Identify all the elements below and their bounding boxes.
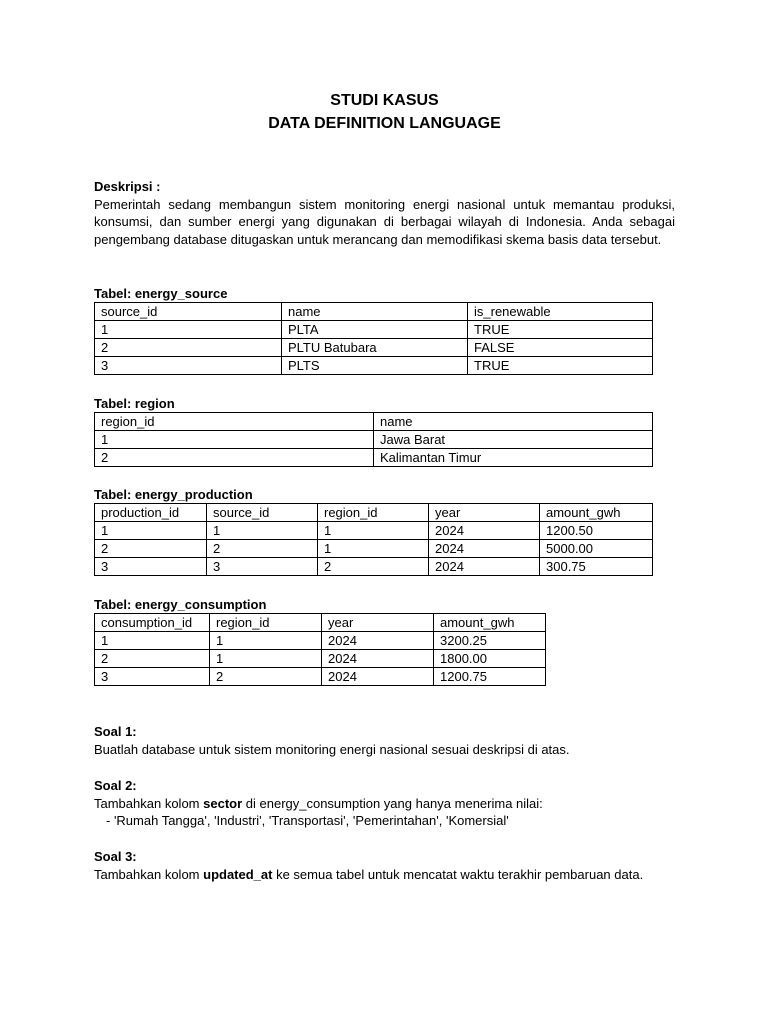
table-cell: 2: [95, 339, 282, 357]
description-text: Pemerintah sedang membangun sistem monitoring energi nasional untuk memantau produksi, konsumsi, dan sumber energi yang digunakan di berbagai wilayah di Indonesia. Anda sebagai pengembang database ditugaskan untuk merancang dan memodifikasi skema basis data tersebut.: [94, 196, 675, 247]
table-row: [95, 431, 653, 449]
table-cell: 5000.00: [540, 540, 653, 558]
table-cell: 2: [95, 449, 374, 467]
table-row: [95, 558, 653, 576]
soal-2-section: [94, 777, 675, 830]
soal-1-section: [94, 723, 675, 758]
table-header-row: [95, 303, 653, 321]
soal-3-section: [94, 848, 675, 883]
soal-2-values: - 'Rumah Tangga', 'Industri', 'Transportasi', 'Pemerintahan', 'Komersial': [106, 813, 509, 828]
table-cell: 2024: [322, 632, 434, 650]
table-caption-energy-production: Tabel: energy_production: [94, 487, 253, 502]
table-header-cell: year: [322, 614, 434, 632]
table-header-cell: name: [282, 303, 468, 321]
table-header-row: [95, 413, 653, 431]
table-row: [95, 357, 653, 375]
table-caption-region: Tabel: region: [94, 396, 175, 411]
table-cell: 1200.75: [434, 668, 546, 686]
description-section: [94, 178, 675, 248]
table-header-cell: consumption_id: [95, 614, 210, 632]
table-header-cell: source_id: [207, 504, 318, 522]
table-cell: 1200.50: [540, 522, 653, 540]
soal-1-label: Soal 1:: [94, 724, 137, 739]
table-cell: 3200.25: [434, 632, 546, 650]
table-cell: PLTA: [282, 321, 468, 339]
table-header-cell: amount_gwh: [540, 504, 653, 522]
table-cell: 2024: [322, 650, 434, 668]
table-cell: 2: [318, 558, 429, 576]
table-cell: 3: [95, 357, 282, 375]
table-cell: PLTU Batubara: [282, 339, 468, 357]
table-cell: 1: [95, 632, 210, 650]
table-cell: 2: [207, 540, 318, 558]
table-cell: Jawa Barat: [374, 431, 653, 449]
table-header-cell: source_id: [95, 303, 282, 321]
table-energy-source: [94, 302, 653, 375]
table-cell: 2: [95, 650, 210, 668]
table-header-row: [95, 614, 546, 632]
table-cell: 3: [207, 558, 318, 576]
table-header-cell: name: [374, 413, 653, 431]
table-cell: 1: [210, 632, 322, 650]
table-header-cell: region_id: [95, 413, 374, 431]
description-label: Deskripsi :: [94, 179, 161, 194]
table-header-cell: amount_gwh: [434, 614, 546, 632]
table-cell: 1800.00: [434, 650, 546, 668]
table-row: [95, 632, 546, 650]
table-cell: TRUE: [468, 357, 653, 375]
table-row: [95, 449, 653, 467]
table-cell: 1: [318, 540, 429, 558]
table-row: [95, 668, 546, 686]
table-caption-energy-source: Tabel: energy_source: [94, 286, 228, 301]
table-cell: 1: [318, 522, 429, 540]
table-header-cell: production_id: [95, 504, 207, 522]
table-row: [95, 339, 653, 357]
table-cell: 2024: [429, 522, 540, 540]
table-row: [95, 650, 546, 668]
soal-2-keyword: sector: [203, 795, 243, 811]
table-energy-consumption: [94, 613, 546, 686]
table-region: [94, 412, 653, 467]
table-row: [95, 522, 653, 540]
table-cell: Kalimantan Timur: [374, 449, 653, 467]
soal-3-text: Tambahkan kolom updated_at ke semua tabel untuk mencatat waktu terakhir pembaruan data.: [94, 866, 644, 882]
table-cell: 3: [95, 558, 207, 576]
document-subtitle: DATA DEFINITION LANGUAGE: [268, 115, 501, 132]
table-cell: 2: [95, 540, 207, 558]
table-cell: 2024: [429, 558, 540, 576]
table-cell: 1: [210, 650, 322, 668]
table-cell: FALSE: [468, 339, 653, 357]
soal-2-text: Tambahkan kolom sector di energy_consumption yang hanya menerima nilai:: [94, 795, 543, 811]
table-cell: TRUE: [468, 321, 653, 339]
table-cell: 1: [95, 321, 282, 339]
document-title: STUDI KASUS: [330, 92, 439, 109]
table-cell: 3: [95, 668, 210, 686]
table-cell: 2: [210, 668, 322, 686]
table-row: [95, 540, 653, 558]
table-header-cell: region_id: [210, 614, 322, 632]
table-energy-production: [94, 503, 653, 576]
table-header-cell: is_renewable: [468, 303, 653, 321]
table-header-cell: year: [429, 504, 540, 522]
table-cell: 1: [95, 431, 374, 449]
table-cell: PLTS: [282, 357, 468, 375]
table-header-row: [95, 504, 653, 522]
soal-1-text: Buatlah database untuk sistem monitoring energi nasional sesuai deskripsi di atas.: [94, 741, 570, 757]
table-row: [95, 321, 653, 339]
table-cell: 300.75: [540, 558, 653, 576]
soal-3-keyword: updated_at: [203, 866, 273, 882]
table-cell: 2024: [322, 668, 434, 686]
table-cell: 1: [95, 522, 207, 540]
table-caption-energy-consumption: Tabel: energy_consumption: [94, 597, 267, 612]
table-cell: 1: [207, 522, 318, 540]
table-header-cell: region_id: [318, 504, 429, 522]
soal-2-label: Soal 2:: [94, 778, 137, 793]
soal-3-label: Soal 3:: [94, 849, 137, 864]
table-cell: 2024: [429, 540, 540, 558]
